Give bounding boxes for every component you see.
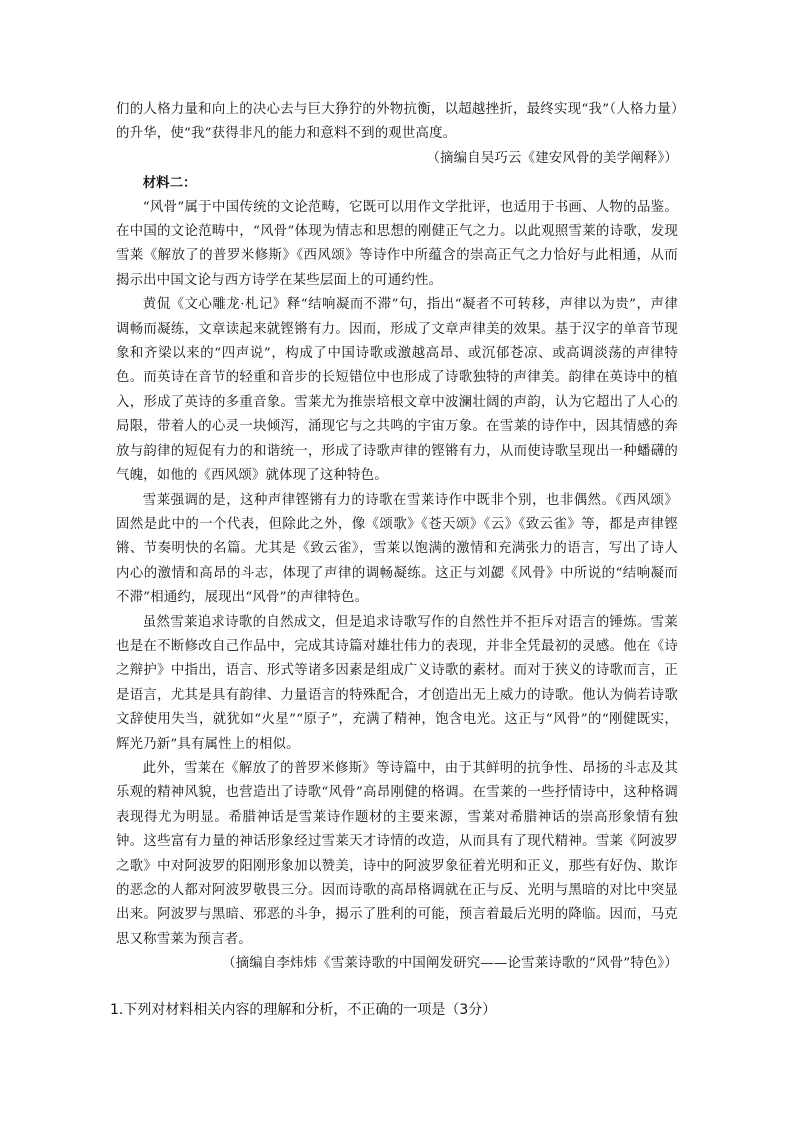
material2-heading: 材料二： xyxy=(142,175,197,192)
question-1: 1.下列对材料相关内容的理解和分析，不正确的一项是（3分） xyxy=(110,1002,497,1018)
material1-tail-paragraph: 们的人格力量和向上的决心去与巨大狰狞的外物抗衡，以超越挫折，最终实现“我”（人格力量）的升华，使“我”获得非凡的能力和意料不到的观世高度。 xyxy=(116,102,678,142)
material2-paragraph-3: 雪莱强调的是，这种声律铿锵有力的诗歌在雪莱诗作中既非个别，也非偶然。《西风颂》固然是此中的一个代表，但除此之外，像《颂歌》《苍天颂》《云》《致云雀》等，都是声律铿锵、节奏明快的名篇。尤其是《致云雀》，雪莱以饱满的激情和充满张力的语言，写出了诗人内心的激情和高昂的斗志，体现了声律的调畅凝练。这正与刘勰《风骨》中所说的“结响凝而不滞”相通约，展现出“风骨”的声律特色。 xyxy=(116,492,678,606)
material2-paragraph-2: 黄侃《文心雕龙·札记》释“结响凝而不滞”句，指出“凝者不可转移，声律以为贵”，声律调畅而凝练，文章读起来就铿锵有力。因而，形成了文章声律美的效果。基于汉字的单音节现象和齐梁以来的“四声说”，构成了中国诗歌或激越高昂、或沉郁苍凉、或高调淡荡的声律特色。而英诗在音节的轻重和音步的长短错位中也形成了诗歌独特的声律美。韵律在英诗中的植入，形成了英诗的多重音象。雪莱尤为推崇培根文章中波澜壮阔的声韵，认为它超出了人心的局限，带着人的心灵一块倾泻，涌现它与之共鸣的宇宙万象。在雪莱的诗作中，因其情感的奔放与韵律的短促有力的和谐统一，形成了诗歌声律的铿锵有力，从而使诗歌呈现出一种蟠礴的气魄，如他的《西风颂》就体现了这种特色。 xyxy=(116,297,678,484)
material2-source: （摘编自李炜炜《雪莱诗歌的中国阐发研究——论雪莱诗歌的“风骨”特色》） xyxy=(222,956,678,972)
material2-paragraph-4: 虽然雪莱追求诗歌的自然成文，但是追求诗歌写作的自然性并不拒斥对语言的锤炼。雪莱也是在不断修改自己作品中，完成其诗篇对雄壮伟力的表现，并非全凭最初的灵感。他在《诗之辩护》中指出，语言、形式等诸多因素是组成广义诗歌的素材。而对于狭义的诗歌而言，正是语言，尤其是具有韵律、力量语言的特殊配合，才创造出无上威力的诗歌。他认为倘若诗歌文辞使用失当，就犹如“火星”“原子”，充满了精神，饱含电光。这正与“风骨”的“刚健既实，辉光乃新”具有属性上的相似。 xyxy=(116,614,678,752)
reading-passage xyxy=(116,98,678,977)
material2-paragraph-5: 此外，雪莱在《解放了的普罗米修斯》等诗篇中，由于其鲜明的抗争性、昂扬的斗志及其乐观的精神风貌，也营造出了诗歌“风骨”高昂刚健的格调。在雪莱的一些抒情诗中，这种格调表现得尤为明显。希腊神话是雪莱诗作题材的主要来源，雪莱对希腊神话的崇高形象情有独钟。这些富有力量的神话形象经过雪莱天才诗情的改造，从而具有了现代精神。雪莱《阿波罗之歌》中对阿波罗的阳刚形象加以赞美，诗中的阿波罗象征着光明和正义，那些有好伪、欺诈的恶念的人都对阿波罗敬畏三分。因而诗歌的高昂格调就在正与反、光明与黑暗的对比中突显出来。阿波罗与黑暗、邪恶的斗争，揭示了胜利的可能，预言着最后光明的降临。因而，马克思又称雪莱为预言者。 xyxy=(116,760,678,947)
material2-paragraph-1: “风骨”属于中国传统的文论范畴，它既可以用作文学批评，也适用于书画、人物的品鉴。在中国的文论范畴中，“风骨”体现为情志和思想的刚健正气之力。以此观照雪莱的诗歌，发现雪莱《解放了的普罗米修斯》《西风颂》等诗作中所蕴含的崇高正气之力恰好与此相通，从而揭示出中国文论与西方诗学在某些层面上的可通约性。 xyxy=(116,199,678,288)
material1-source: （摘编自吴巧云《建安风骨的美学阐释》） xyxy=(426,150,678,166)
